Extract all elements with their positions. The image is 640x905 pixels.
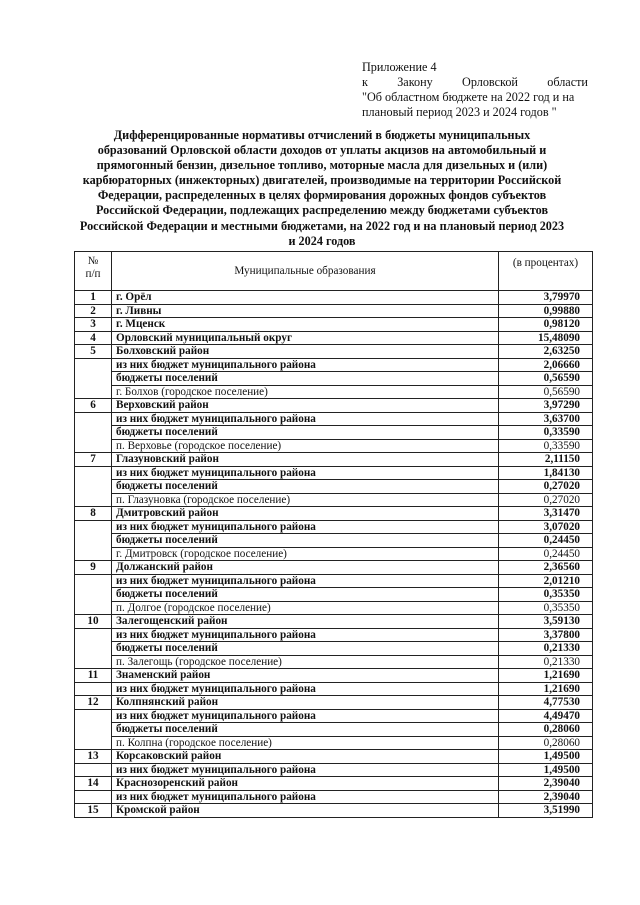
row-percent: 1,49500 [499, 750, 593, 764]
row-municipality: Кромской район [112, 804, 499, 818]
row-municipality: п. Залегощь (городское поселение) [112, 655, 499, 669]
row-number [75, 588, 112, 602]
row-percent: 3,97290 [499, 399, 593, 413]
table-row [75, 291, 593, 305]
row-percent: 3,59130 [499, 615, 593, 629]
row-number: 5 [75, 345, 112, 359]
row-municipality: из них бюджет муниципального района [112, 412, 499, 426]
row-municipality: из них бюджет муниципального района [112, 790, 499, 804]
row-municipality: бюджеты поселений [112, 723, 499, 737]
row-municipality: бюджеты поселений [112, 372, 499, 386]
appendix-header [362, 60, 588, 120]
table-row [75, 804, 593, 818]
row-number [75, 493, 112, 507]
row-municipality: Залегощенский район [112, 615, 499, 629]
table-row [75, 601, 593, 615]
table-row [75, 426, 593, 440]
row-number [75, 412, 112, 426]
row-municipality: п. Колпна (городское поселение) [112, 736, 499, 750]
row-number [75, 574, 112, 588]
row-number [75, 790, 112, 804]
header-municipality: Муниципальные образования [112, 252, 499, 291]
table-row [75, 493, 593, 507]
header-number [75, 252, 112, 291]
row-municipality: Корсаковский район [112, 750, 499, 764]
row-number: 14 [75, 777, 112, 791]
row-municipality: из них бюджет муниципального района [112, 628, 499, 642]
row-number: 15 [75, 804, 112, 818]
row-municipality: из них бюджет муниципального района [112, 358, 499, 372]
row-number: 4 [75, 331, 112, 345]
table-row [75, 615, 593, 629]
row-percent: 0,24450 [499, 534, 593, 548]
row-number: 6 [75, 399, 112, 413]
row-municipality: бюджеты поселений [112, 480, 499, 494]
row-number [75, 682, 112, 696]
row-number [75, 547, 112, 561]
appendix-law-title-1: "Об областном бюджете на 2022 год и на [362, 90, 575, 104]
row-percent: 0,33590 [499, 426, 593, 440]
row-number: 3 [75, 318, 112, 332]
table-row [75, 439, 593, 453]
table-row [75, 682, 593, 696]
appendix-word: к [362, 75, 368, 89]
row-number: 12 [75, 696, 112, 710]
row-municipality: бюджеты поселений [112, 588, 499, 602]
row-municipality: Должанский район [112, 561, 499, 575]
row-percent: 2,01210 [499, 574, 593, 588]
row-municipality: бюджеты поселений [112, 426, 499, 440]
row-number: 10 [75, 615, 112, 629]
row-percent: 1,49500 [499, 763, 593, 777]
table-row [75, 372, 593, 386]
row-percent: 4,49470 [499, 709, 593, 723]
row-percent: 2,39040 [499, 790, 593, 804]
table-row [75, 358, 593, 372]
row-number [75, 372, 112, 386]
row-number [75, 426, 112, 440]
row-number: 11 [75, 669, 112, 683]
row-percent: 0,21330 [499, 642, 593, 656]
row-number [75, 642, 112, 656]
table-row [75, 547, 593, 561]
row-municipality: бюджеты поселений [112, 534, 499, 548]
table-row [75, 318, 593, 332]
document-title: Дифференцированные нормативы отчислений в бюджеты муниципальных образований Орловской области доходов от уплаты акцизов на автомобильный и прямогонный бензин, дизельное топливо, моторные масла для дизельных и (или) карбюраторных (инжекторных) двигателей, производимые на территории Российской Федерации, распределенных в целях формирования дорожных фондов субъектов Российской Федерации, подлежащих распределению между бюджетами субъектов Российской Федерации и местными бюджетами, на 2022 год и на плановый период 2023 и 2024 годов [79, 128, 565, 248]
appendix-law-title-2: плановый период 2023 и 2024 годов " [362, 105, 557, 119]
row-percent: 3,79970 [499, 291, 593, 305]
row-number [75, 480, 112, 494]
row-number: 13 [75, 750, 112, 764]
appendix-word: области [547, 75, 588, 89]
row-number [75, 520, 112, 534]
table-row [75, 669, 593, 683]
appendix-number: Приложение 4 [362, 60, 437, 74]
row-number [75, 385, 112, 399]
table-row [75, 345, 593, 359]
row-municipality: г. Дмитровск (городское поселение) [112, 547, 499, 561]
row-percent: 3,51990 [499, 804, 593, 818]
row-number [75, 736, 112, 750]
row-percent: 0,33590 [499, 439, 593, 453]
row-number [75, 439, 112, 453]
row-percent: 2,63250 [499, 345, 593, 359]
row-number [75, 534, 112, 548]
row-percent: 0,27020 [499, 493, 593, 507]
row-number: 9 [75, 561, 112, 575]
row-municipality: из них бюджет муниципального района [112, 520, 499, 534]
row-municipality: Верховский район [112, 399, 499, 413]
row-municipality: из них бюджет муниципального района [112, 763, 499, 777]
row-municipality: Болховский район [112, 345, 499, 359]
row-percent: 0,27020 [499, 480, 593, 494]
table-row [75, 561, 593, 575]
row-number [75, 763, 112, 777]
row-municipality: из них бюджет муниципального района [112, 709, 499, 723]
row-municipality: из них бюджет муниципального района [112, 466, 499, 480]
table-row [75, 534, 593, 548]
row-percent: 0,21330 [499, 655, 593, 669]
table-row [75, 385, 593, 399]
row-percent: 0,35350 [499, 601, 593, 615]
table-row [75, 399, 593, 413]
row-percent: 0,28060 [499, 723, 593, 737]
table-row [75, 453, 593, 467]
row-percent: 2,11150 [499, 453, 593, 467]
row-municipality: из них бюджет муниципального района [112, 574, 499, 588]
row-percent: 2,06660 [499, 358, 593, 372]
row-percent: 0,35350 [499, 588, 593, 602]
row-number [75, 709, 112, 723]
row-municipality: п. Глазуновка (городское поселение) [112, 493, 499, 507]
header-number-sign: № [87, 255, 99, 267]
row-number [75, 628, 112, 642]
row-percent: 2,36560 [499, 561, 593, 575]
row-number: 8 [75, 507, 112, 521]
row-municipality: г. Болхов (городское поселение) [112, 385, 499, 399]
row-number: 2 [75, 304, 112, 318]
row-percent: 15,48090 [499, 331, 593, 345]
table-header-row [75, 252, 593, 291]
row-percent: 0,98120 [499, 318, 593, 332]
row-percent: 3,37800 [499, 628, 593, 642]
row-municipality: г. Ливны [112, 304, 499, 318]
row-municipality: п. Верховье (городское поселение) [112, 439, 499, 453]
normatives-table [74, 251, 593, 818]
row-municipality: Дмитровский район [112, 507, 499, 521]
row-number [75, 601, 112, 615]
row-municipality: п. Долгое (городское поселение) [112, 601, 499, 615]
row-percent: 0,99880 [499, 304, 593, 318]
row-percent: 2,39040 [499, 777, 593, 791]
table-row [75, 642, 593, 656]
row-percent: 0,24450 [499, 547, 593, 561]
table-row [75, 655, 593, 669]
appendix-word: Закону [397, 75, 433, 89]
row-municipality: бюджеты поселений [112, 642, 499, 656]
table-row [75, 750, 593, 764]
table-row [75, 412, 593, 426]
row-percent: 4,77530 [499, 696, 593, 710]
row-percent: 1,84130 [499, 466, 593, 480]
table-row [75, 777, 593, 791]
row-percent: 0,28060 [499, 736, 593, 750]
table-row [75, 709, 593, 723]
table-row [75, 574, 593, 588]
row-municipality: Знаменский район [112, 669, 499, 683]
table-row [75, 466, 593, 480]
row-municipality: г. Орёл [112, 291, 499, 305]
row-municipality: Глазуновский район [112, 453, 499, 467]
table-row [75, 696, 593, 710]
row-number: 7 [75, 453, 112, 467]
table-row [75, 790, 593, 804]
row-percent: 0,56590 [499, 372, 593, 386]
row-percent: 1,21690 [499, 682, 593, 696]
row-municipality: г. Мценск [112, 318, 499, 332]
row-percent: 1,21690 [499, 669, 593, 683]
table-row [75, 763, 593, 777]
table-row [75, 480, 593, 494]
row-percent: 3,07020 [499, 520, 593, 534]
row-municipality: из них бюджет муниципального района [112, 682, 499, 696]
table-row [75, 628, 593, 642]
row-number [75, 655, 112, 669]
row-number: 1 [75, 291, 112, 305]
table-row [75, 736, 593, 750]
row-percent: 0,56590 [499, 385, 593, 399]
table-row [75, 520, 593, 534]
row-municipality: Краснозоренский район [112, 777, 499, 791]
table-row [75, 304, 593, 318]
header-number-abbr: п/п [85, 268, 101, 280]
header-percent: (в процентах) [499, 252, 593, 291]
appendix-law-line [362, 75, 588, 90]
row-number [75, 466, 112, 480]
row-municipality: Колпнянский район [112, 696, 499, 710]
table-row [75, 507, 593, 521]
row-municipality: Орловский муниципальный округ [112, 331, 499, 345]
row-number [75, 358, 112, 372]
row-percent: 3,31470 [499, 507, 593, 521]
table-row [75, 331, 593, 345]
row-number [75, 723, 112, 737]
table-row [75, 588, 593, 602]
row-percent: 3,63700 [499, 412, 593, 426]
table-row [75, 723, 593, 737]
appendix-word: Орловской [462, 75, 518, 89]
